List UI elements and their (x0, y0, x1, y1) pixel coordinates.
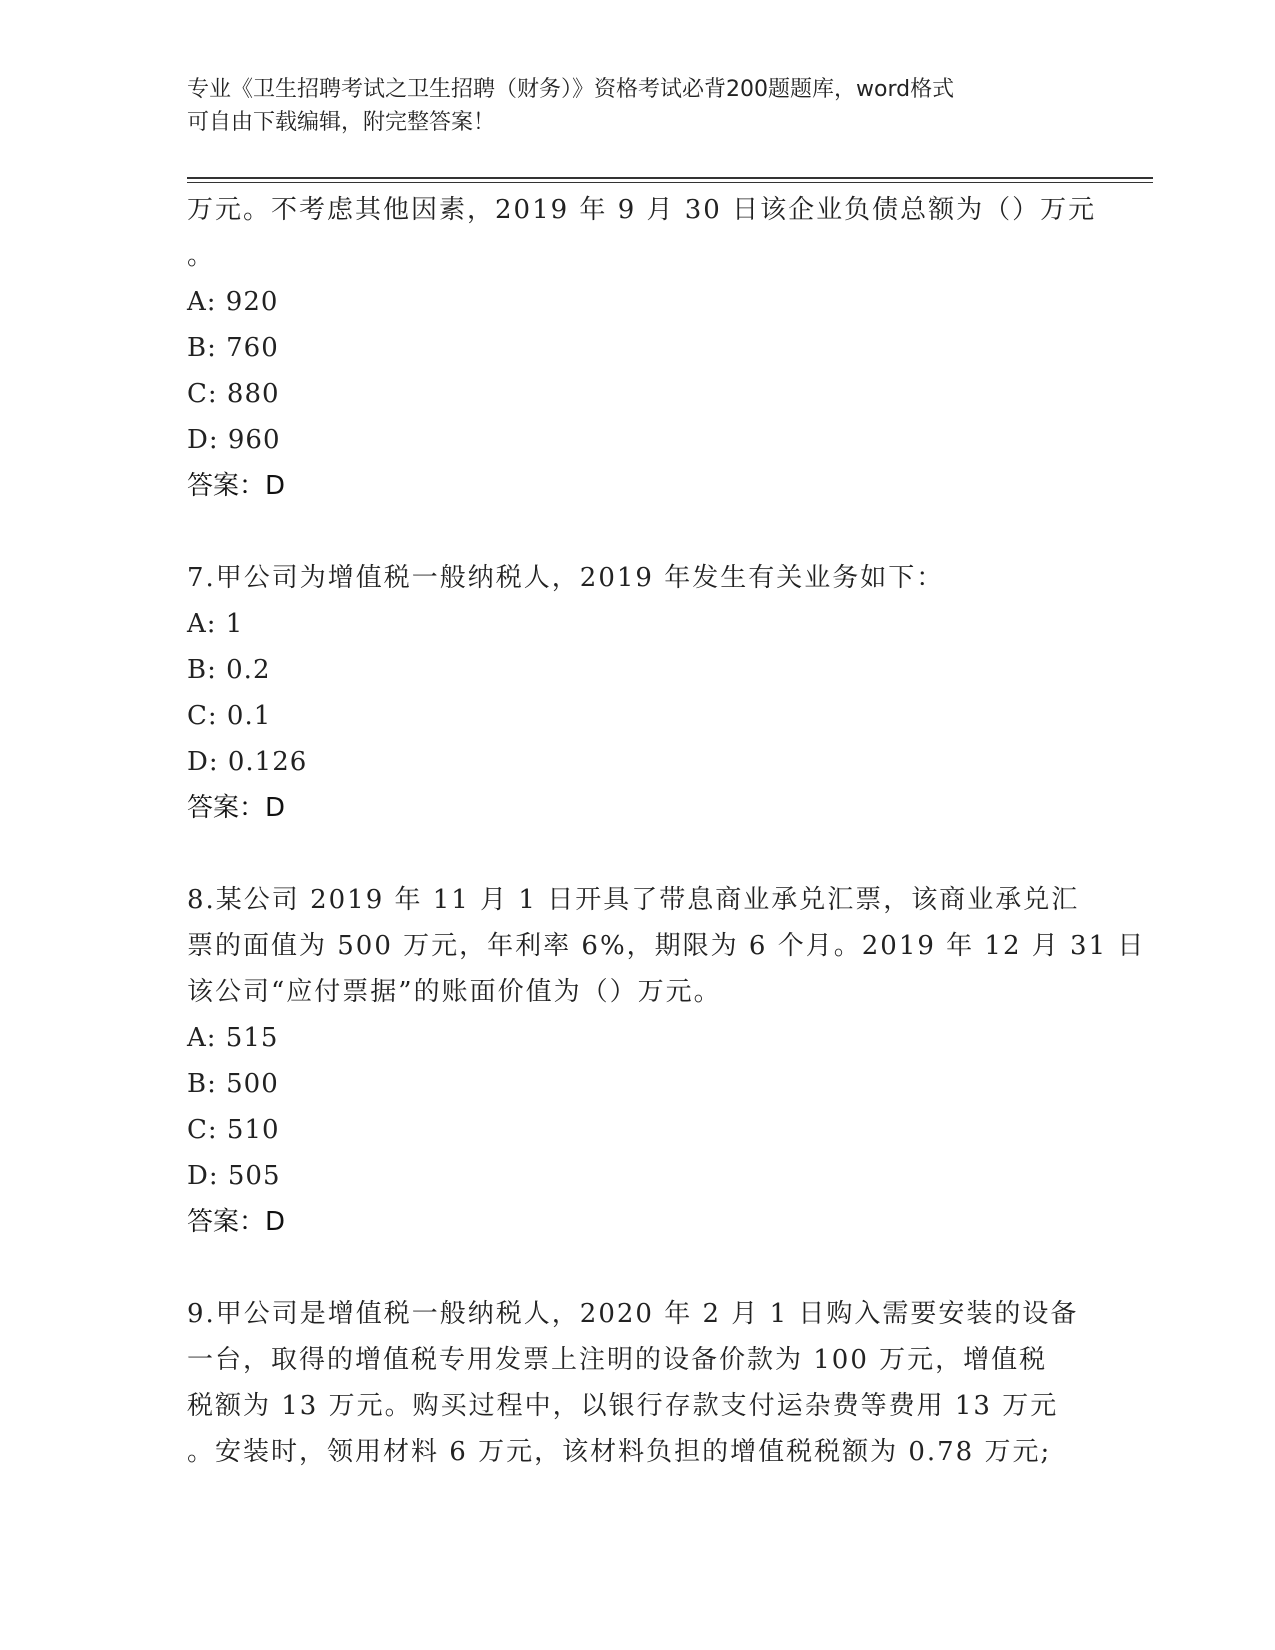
spacer (187, 831, 1087, 877)
question-stem: 一台，取得的增值税专用发票上注明的设备价款为 100 万元，增值税 (187, 1345, 1048, 1375)
question-stem: 8.某公司 2019 年 11 月 1 日开具了带息商业承兑汇票，该商业承兑汇 (187, 885, 1080, 915)
spacer (187, 1245, 1087, 1291)
question-stem: 9.甲公司是增值税一般纳税人，2020 年 2 月 1 日购入需要安装的设备 (187, 1299, 1079, 1329)
spacer (187, 509, 1087, 555)
question-stem: 7.甲公司为增值税一般纳税人，2019 年发生有关业务如下： (187, 563, 945, 593)
document-header (187, 73, 1067, 139)
question-9 (187, 1291, 1087, 1475)
option-a: A: 1 (187, 609, 244, 639)
question-stem: 该公司“应付票据”的账面价值为（）万元。 (187, 977, 722, 1007)
question-stem: 票的面值为 500 万元，年利率 6%，期限为 6 个月。2019 年 12 月 31 日 (187, 931, 1146, 961)
header-rule-thick (187, 177, 1153, 179)
option-b: B: 760 (187, 333, 279, 363)
header-line-1: 专业《卫生招聘考试之卫生招聘（财务）》资格考试必背200题题库，word格式 (187, 77, 955, 102)
option-d: D: 960 (187, 425, 281, 455)
option-c: C: 880 (187, 379, 280, 409)
option-d: D: 0.126 (187, 747, 308, 777)
question-8 (187, 877, 1146, 1245)
option-d: D: 505 (187, 1161, 281, 1191)
option-a: A: 515 (187, 1023, 279, 1053)
option-c: C: 510 (187, 1115, 280, 1145)
option-b: B: 0.2 (187, 655, 271, 685)
answer: 答案：D (187, 471, 286, 501)
question-stem: 万元。不考虑其他因素，2019 年 9 月 30 日该企业负债总额为（）万元 (187, 195, 1097, 225)
question-stem: 。安装时，领用材料 6 万元，该材料负担的增值税税额为 0.78 万元; (187, 1437, 1052, 1467)
document-body (187, 187, 1146, 1475)
question-7 (187, 555, 1087, 831)
answer: 答案：D (187, 1207, 286, 1237)
header-rule-thin (187, 182, 1153, 183)
question-6 (187, 187, 1097, 509)
option-b: B: 500 (187, 1069, 279, 1099)
header-line-2: 可自由下载编辑，附完整答案！ (187, 110, 496, 135)
question-stem: 税额为 13 万元。购买过程中，以银行存款支付运杂费等费用 13 万元 (187, 1391, 1059, 1421)
question-stem: 。 (187, 241, 216, 271)
answer: 答案：D (187, 793, 286, 823)
option-c: C: 0.1 (187, 701, 272, 731)
option-a: A: 920 (187, 287, 279, 317)
